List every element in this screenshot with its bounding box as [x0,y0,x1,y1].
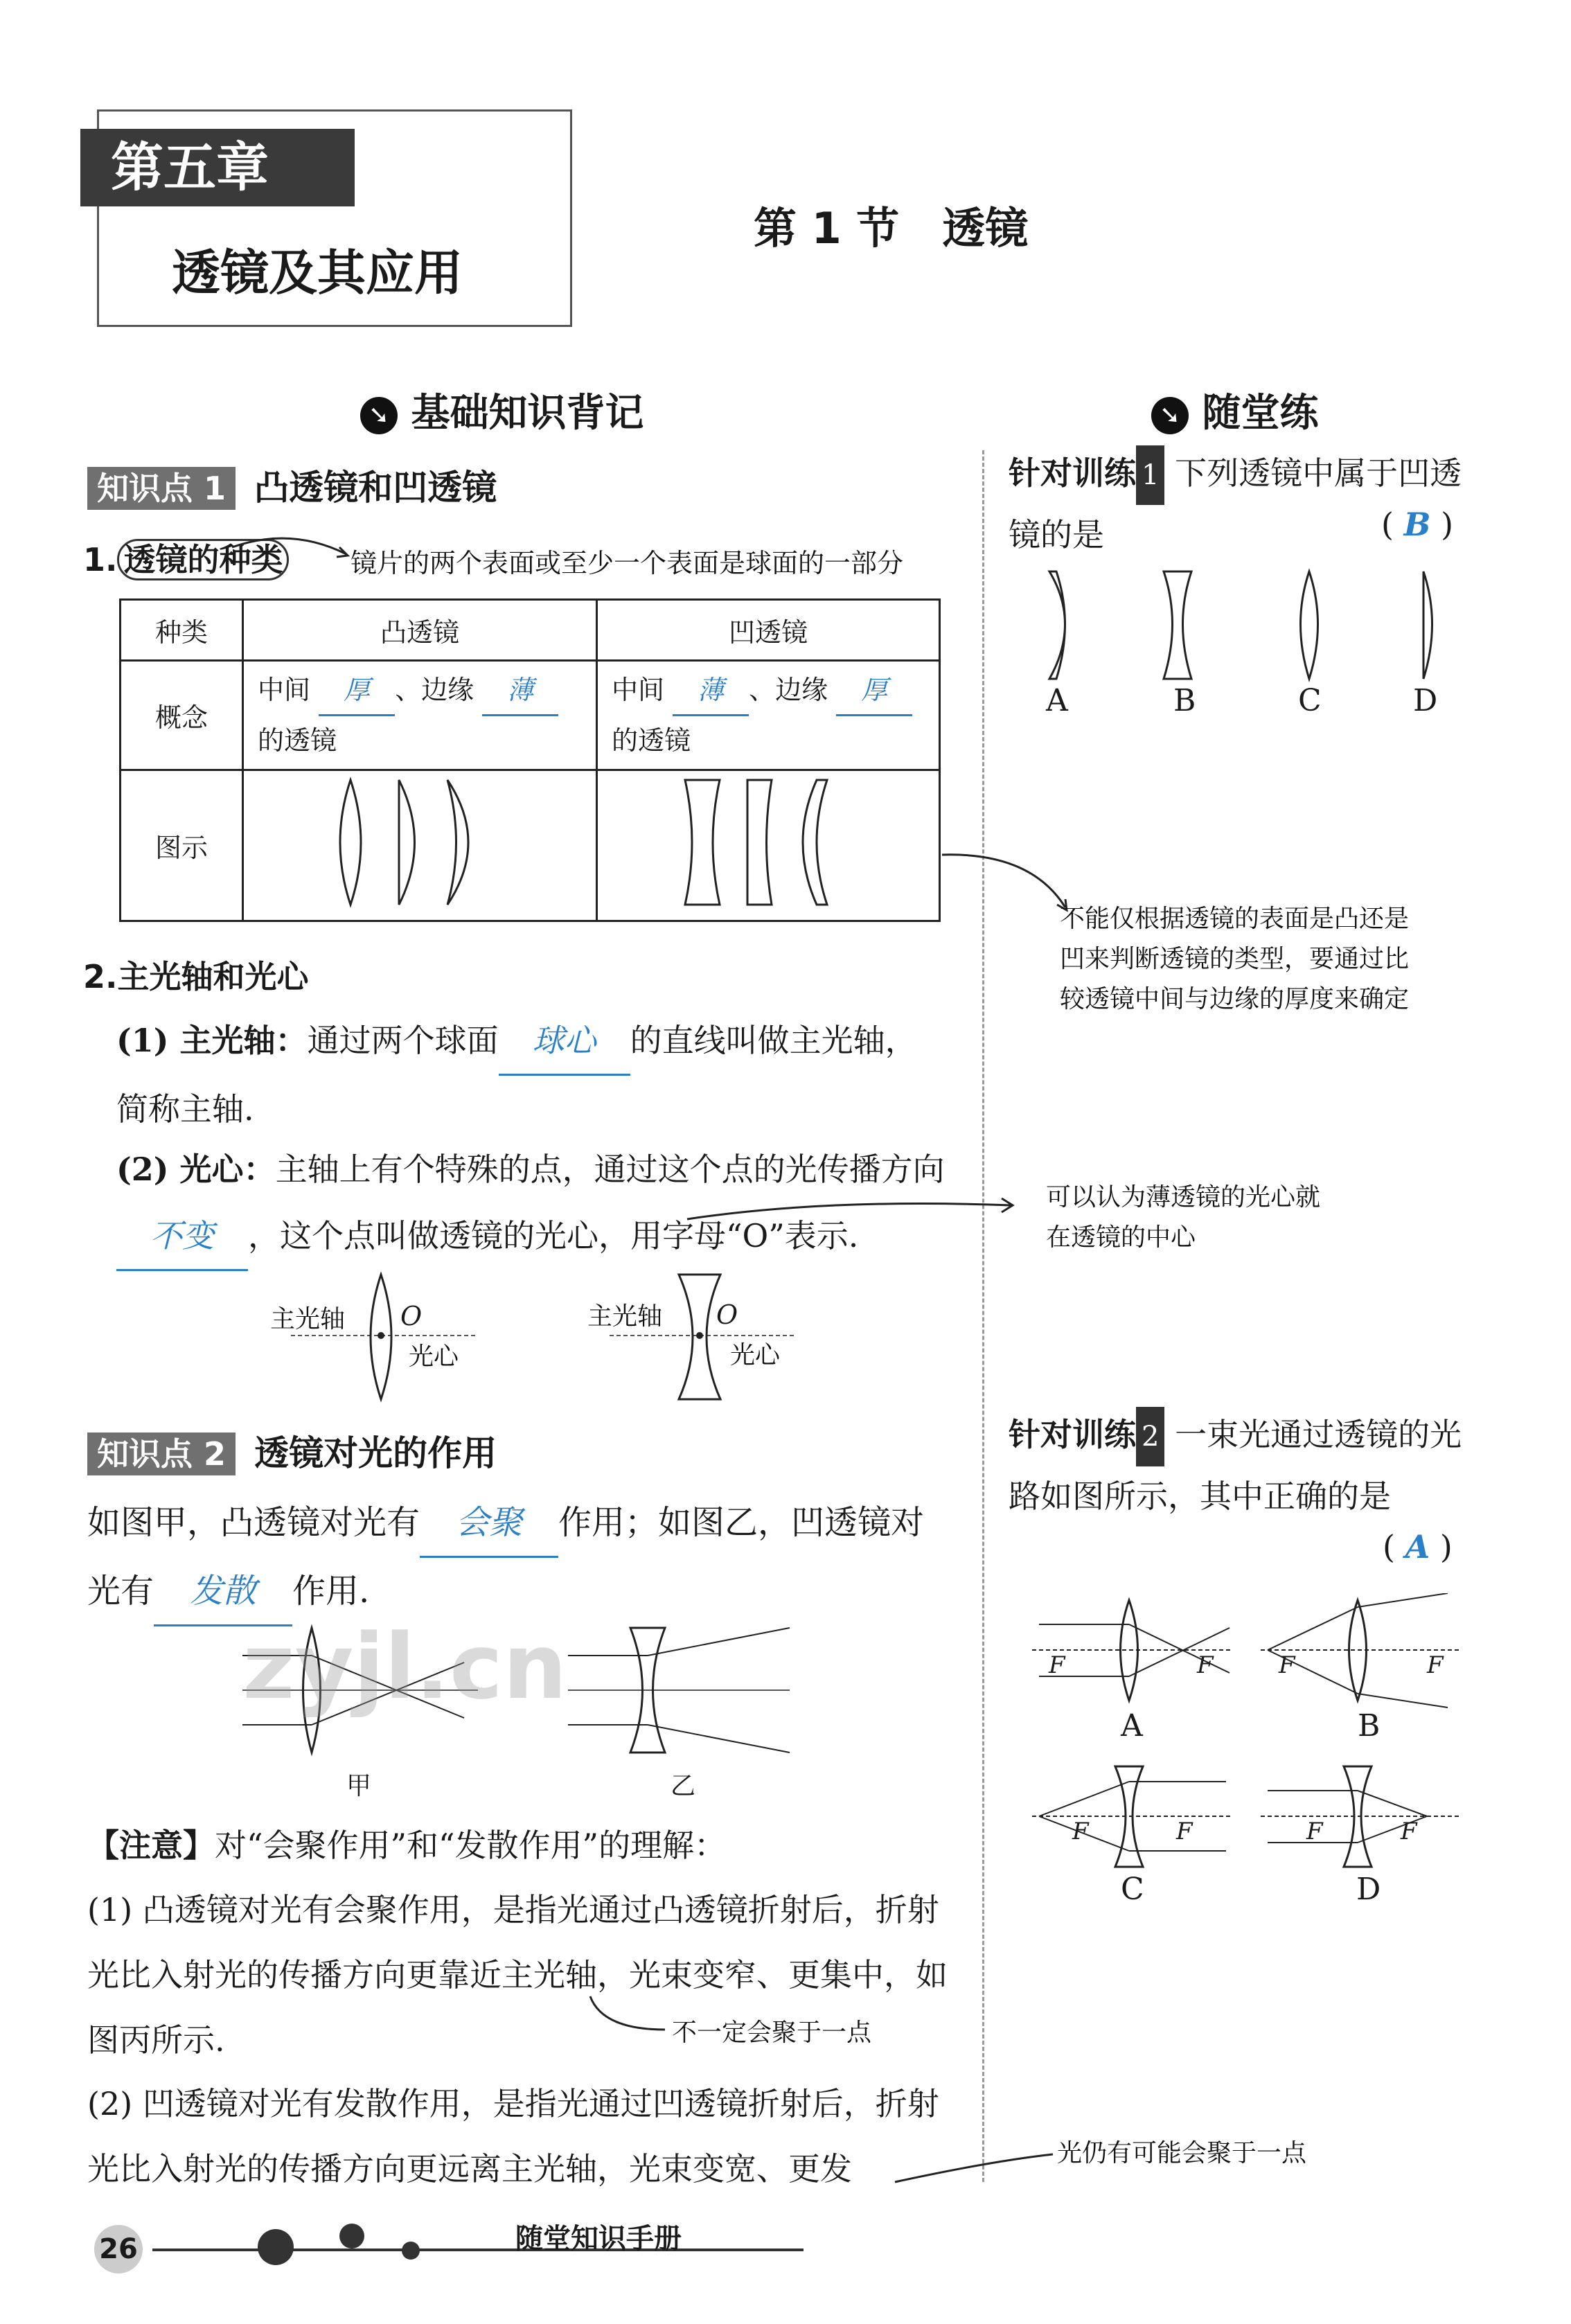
left-heading [360,382,644,438]
table-header-concave: 凹透镜 [597,600,940,661]
arrow-circle-icon: ➘ [360,397,398,434]
lens-type-table [119,598,941,922]
q1-lens-options [1025,568,1468,686]
axis-label-2: 主光轴 [587,1302,663,1331]
q2-ray-diagrams [1032,1593,1462,1898]
q2-f-label-a2: F [1197,1651,1214,1679]
kp1-tag: 知识点 1 [87,467,236,510]
kp2-answer-2: 发散 [154,1558,292,1626]
attention-p1: (1) 凸透镜对光有会聚作用，是指光通过凸透镜折射后，折射光比入射光的传播方向更靠近主光轴，光束变窄、更集中，如图丙所示. [87,1891,948,2059]
chapter-title: 透镜及其应用 [172,245,463,301]
kp2-tag: 知识点 2 [87,1432,236,1475]
concave-answer-1: 薄 [673,666,749,716]
q1-option-b[interactable]: B [1173,683,1196,718]
fig-label-jia: 甲 [346,1772,372,1800]
q2-option-c[interactable]: C [1121,1872,1144,1907]
q2-f-label-a1: F [1049,1651,1065,1679]
item2-header: 2.主光轴和光心 [83,958,309,995]
attention-intro: 【注意】对“会聚作用”和“发散作用”的理解： [87,1827,727,1864]
left-heading-text: 基础知识背记 [411,391,644,436]
attention-note-arrow-1 [589,1995,672,2043]
watermark: zyjl.cn [242,1614,567,1719]
right-heading-text: 随堂练 [1202,391,1319,436]
q2-f-label-c1: F [1072,1818,1089,1845]
arrow-circle-icon: ➘ [1151,397,1189,434]
right-heading [1151,382,1319,438]
concave-figures [597,770,940,921]
o-label-1: O [400,1301,423,1331]
attention-note-2: 光仍有可能会聚于一点 [1057,2139,1307,2167]
footer-dot-1 [258,2229,294,2265]
item1-num: 1. [83,541,118,578]
item2-title: 主光轴和光心 [117,958,309,995]
footer-bar [152,2248,804,2251]
q1-option-d[interactable]: D [1413,683,1438,718]
column-divider [982,450,984,2182]
attention-note-arrow-2 [894,2134,1060,2189]
convex-figures [243,770,597,921]
item1-note: 镜片的两个表面或至少一个表面是球面的一部分 [350,548,904,578]
axis-label-1: 主光轴 [270,1305,346,1333]
convex-concept: 中间 厚 、边缘 薄 的透镜 [243,661,597,770]
kp2-answer-1: 会聚 [420,1489,558,1558]
q2-answer-box: ( A ) [1383,1528,1453,1565]
optical-center-note-arrow [686,1191,1018,1233]
q2-option-a[interactable]: A [1121,1708,1143,1744]
table-note-arrow [941,838,1072,914]
center-label-2: 光心 [730,1341,781,1369]
table-header-type: 种类 [121,600,243,661]
table-note: 不能仅根据透镜的表面是凸还是凹来判断透镜的类型，要通过比较透镜中间与边缘的厚度来确定 [1060,905,1410,1013]
center-label-1: 光心 [409,1342,459,1371]
kp2-title: 透镜对光的作用 [254,1433,497,1473]
q1-answer: B [1403,506,1431,543]
kp2-text: 如图甲，凸透镜对光有 会聚 作用；如图乙，凹透镜对光有 发散 作用. [87,1489,953,1626]
q2-option-d[interactable]: D [1356,1872,1381,1907]
q2-answer: A [1405,1528,1430,1565]
kp1-header [87,460,497,510]
optical-center-note: 可以认为薄透镜的光心就在透镜的中心 [1046,1183,1321,1252]
attention-note-1: 不一定会聚于一点 [672,2019,872,2047]
q2-f-label-d1: F [1306,1818,1323,1845]
kp1-title: 凸透镜和凹透镜 [254,468,497,508]
chapter-label: 第五章 [80,129,355,206]
p2-answer: 不变 [116,1203,248,1271]
q2-f-label-d2: F [1401,1818,1417,1845]
footer-title: 随堂知识手册 [515,2223,682,2255]
row-concept-label: 概念 [121,661,243,770]
footer-dot-3 [402,2242,420,2260]
table-header-convex: 凸透镜 [243,600,597,661]
q2-f-label-b2: F [1427,1651,1444,1679]
q2-f-label-b1: F [1279,1651,1295,1679]
item2-p2: (2) 光心：主轴上有个特殊的点，通过这个点的光传播方向不变 ，这个点叫做透镜的光心，用字母“O”表示. [116,1136,948,1271]
concave-diverging-figure [568,1621,797,1759]
attention-p2: (2) 凹透镜对光有发散作用，是指光通过凹透镜折射后，折射光比入射光的传播方向更远离主光轴，光束变宽、更发 [87,2085,939,2188]
q2-text: 针对训练 2 一束光通过透镜的光路如图所示，其中正确的是 [1009,1405,1480,1526]
convex-answer-1: 厚 [319,666,395,716]
convex-answer-2: 薄 [482,666,558,716]
row-figure-label: 图示 [121,770,243,921]
q1-option-c[interactable]: C [1298,683,1322,718]
concave-answer-2: 厚 [836,666,912,716]
item2-p1: (1) 主光轴：通过两个球面 球心 的直线叫做主光轴，简称主轴. [116,1007,948,1142]
note-arrow [229,526,353,568]
footer-dot-2 [339,2224,364,2248]
p1-answer: 球心 [499,1007,630,1076]
kp2-header [87,1426,497,1475]
fig-label-yi: 乙 [671,1772,696,1800]
page-number: 26 [94,2225,143,2273]
q1-answer-box: ( B ) [1381,506,1454,543]
q1-text: 针对训练 1 下列透镜中属于凹透镜的是 [1009,443,1480,565]
concave-concept: 中间 薄 、边缘 厚 的透镜 [597,661,940,770]
concave-lens-icons [678,773,858,912]
section-title: 第 1 节 透镜 [754,203,1029,254]
o-label-2: O [716,1300,738,1330]
q2-option-b[interactable]: B [1358,1708,1381,1744]
q2-f-label-c2: F [1176,1818,1193,1845]
q1-option-a[interactable]: A [1046,683,1068,718]
item1-title: 透镜的种类 [117,539,289,580]
convex-lens-icons [330,773,510,912]
